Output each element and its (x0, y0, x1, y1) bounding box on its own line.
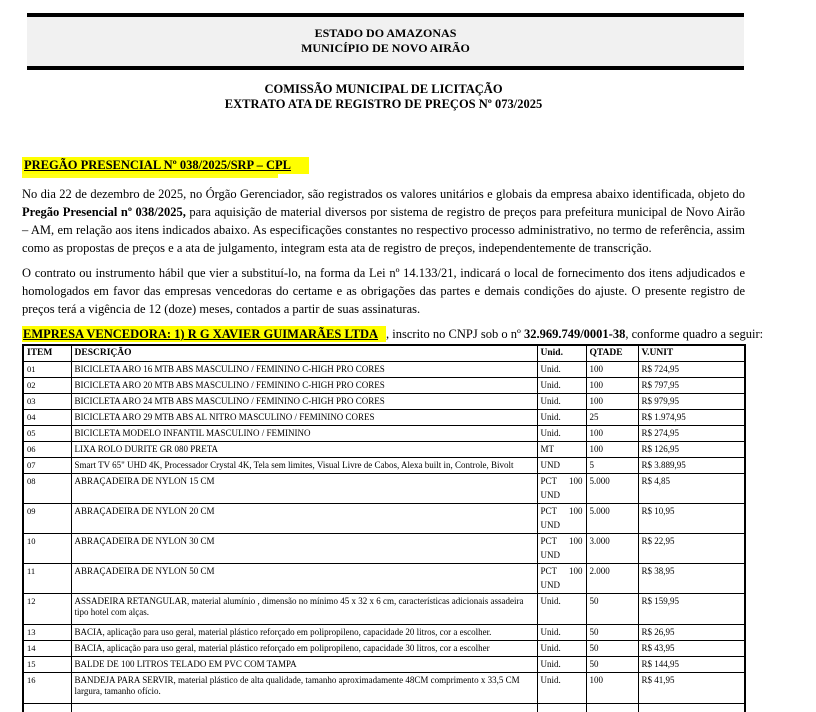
cell-qtade: 5 (586, 458, 638, 474)
cell-descricao: BACIA, aplicação para uso geral, material plástico reforçado em polipropileno, capacidade 30 litros, cor a escolher (71, 641, 537, 657)
cell-descricao: Smart TV 65" UHD 4K, Processador Crystal 4K, Tela sem limites, Visual Livre de Cabos, Alexa built in, Controle, Bivolt (71, 458, 537, 474)
cell-vunit: R$ 144,95 (638, 657, 745, 673)
cell-empty (638, 704, 745, 712)
banner-line-state: ESTADO DO AMAZONAS (314, 26, 457, 40)
cell-descricao: BICICLETA MODELO INFANTIL MASCULINO / FEMININO (71, 426, 537, 442)
table-header-row (23, 345, 745, 362)
state-banner (27, 13, 744, 70)
cell-vunit: R$ 797,95 (638, 378, 745, 394)
cell-item: 04 (23, 410, 71, 426)
cell-item: 06 (23, 442, 71, 458)
table-row (23, 426, 745, 442)
table-row (23, 594, 745, 625)
cell-descricao: LIXA ROLO DURITE GR 080 PRETA (71, 442, 537, 458)
cell-empty (537, 704, 586, 712)
cell-unid: MT (537, 442, 586, 458)
title-commission: COMISSÃO MUNICIPAL DE LICITAÇÃO (264, 82, 503, 96)
cell-item: 16 (23, 673, 71, 704)
highlight-streak (22, 173, 278, 178)
price-registry-table (22, 344, 746, 712)
cell-descricao: BALDE DE 100 LITROS TELADO EM PVC COM TAMPA (71, 657, 537, 673)
cell-item: 15 (23, 657, 71, 673)
col-header-descricao: DESCRIÇÃO (71, 345, 537, 362)
cell-descricao: ABRAÇADEIRA DE NYLON 20 CM (71, 504, 537, 534)
paragraph1-seg1: No dia 22 de dezembro de 2025, no Órgão Gerenciador, são registrados os valores unitários e globais da empresa abaixo identificada, objeto do (22, 187, 745, 201)
cell-item: 01 (23, 362, 71, 378)
banner-line-municipality: MUNICÍPIO DE NOVO AIRÃO (301, 41, 470, 55)
paragraph-registro (22, 185, 745, 257)
table-row (23, 394, 745, 410)
cell-vunit: R$ 1.974,95 (638, 410, 745, 426)
cell-unid: Unid. (537, 657, 586, 673)
cell-descricao: BICICLETA ARO 24 MTB ABS MASCULINO / FEMININO C-HIGH PRO CORES (71, 394, 537, 410)
cell-descricao: ABRAÇADEIRA DE NYLON 15 CM (71, 474, 537, 504)
price-table-body (23, 362, 745, 712)
cell-descricao: BICICLETA ARO 20 MTB ABS MASCULINO / FEMININO C-HIGH PRO CORES (71, 378, 537, 394)
table-row (23, 625, 745, 641)
cell-item: 14 (23, 641, 71, 657)
cell-vunit: R$ 26,95 (638, 625, 745, 641)
cell-qtade: 100 (586, 362, 638, 378)
empresa-seg4: , conforme quadro a seguir: (625, 327, 764, 341)
cell-empty (71, 704, 537, 712)
col-header-item: ITEM (23, 345, 71, 362)
cell-descricao: BICICLETA ARO 16 MTB ABS MASCULINO / FEMININO C-HIGH PRO CORES (71, 362, 537, 378)
cell-qtade: 50 (586, 625, 638, 641)
table-row (23, 474, 745, 504)
table-row-partial (23, 704, 745, 712)
pregao-heading: PREGÃO PRESENCIAL Nº 038/2025/SRP – CPL (22, 157, 309, 174)
cell-vunit: R$ 724,95 (638, 362, 745, 378)
cell-qtade: 5.000 (586, 504, 638, 534)
paragraph1-seg3: para aquisição de material diversos por sistema de registro de preços para prefeitura municipal de Novo Airão – AM, em relação aos itens indicados abaixo. As especificações constantes no respectivo processo administrativo, no termo de referência, assim como as propostas de preços e a ata de julgamento, integram esta ata de registro de preços, independentemente de transcrição. (22, 205, 745, 255)
cell-qtade: 50 (586, 641, 638, 657)
table-row (23, 534, 745, 564)
cell-item: 08 (23, 474, 71, 504)
cell-item: 03 (23, 394, 71, 410)
cell-unid: Unid. (537, 594, 586, 625)
cell-unid: Unid. (537, 378, 586, 394)
cell-item: 09 (23, 504, 71, 534)
cell-unid: UND (537, 458, 586, 474)
table-row (23, 458, 745, 474)
cell-qtade: 100 (586, 378, 638, 394)
table-row (23, 504, 745, 534)
cell-vunit: R$ 4,85 (638, 474, 745, 504)
table-row (23, 564, 745, 594)
table-row (23, 410, 745, 426)
cell-unid: PCT 100 UND (537, 474, 586, 504)
cell-vunit: R$ 3.889,95 (638, 458, 745, 474)
cell-item: 11 (23, 564, 71, 594)
empresa-vencedora-highlight: EMPRESA VENCEDORA: 1) R G XAVIER GUIMARÃES LTDA (22, 326, 386, 342)
cell-vunit: R$ 979,95 (638, 394, 745, 410)
cell-unid: PCT 100 UND (537, 534, 586, 564)
col-header-vunit: V.UNIT (638, 345, 745, 362)
cell-descricao: ABRAÇADEIRA DE NYLON 50 CM (71, 564, 537, 594)
cell-empty (586, 704, 638, 712)
cell-qtade: 2.000 (586, 564, 638, 594)
cell-unid: Unid. (537, 673, 586, 704)
col-header-qtade: QTADE (586, 345, 638, 362)
cell-vunit: R$ 22,95 (638, 534, 745, 564)
cell-item: 07 (23, 458, 71, 474)
table-row (23, 657, 745, 673)
cell-item: 02 (23, 378, 71, 394)
table-row (23, 641, 745, 657)
empresa-seg2: , inscrito no CNPJ sob o nº (386, 327, 524, 341)
cell-item: 12 (23, 594, 71, 625)
cell-descricao: ABRAÇADEIRA DE NYLON 30 CM (71, 534, 537, 564)
cell-descricao: BACIA, aplicação para uso geral, material plástico reforçado em polipropileno, capacidade 20 litros, cor a escolher. (71, 625, 537, 641)
cell-vunit: R$ 43,95 (638, 641, 745, 657)
paragraph1-pregao-bold: Pregão Presencial nº 038/2025, (22, 205, 186, 219)
cell-unid: Unid. (537, 362, 586, 378)
table-row (23, 673, 745, 704)
table-row (23, 378, 745, 394)
empresa-vencedora-line (22, 326, 776, 342)
cell-qtade: 25 (586, 410, 638, 426)
cell-vunit: R$ 38,95 (638, 564, 745, 594)
cell-unid: Unid. (537, 625, 586, 641)
cell-vunit: R$ 10,95 (638, 504, 745, 534)
document-title (22, 82, 745, 112)
cell-qtade: 100 (586, 442, 638, 458)
cell-vunit: R$ 126,95 (638, 442, 745, 458)
cell-qtade: 5.000 (586, 474, 638, 504)
cell-vunit: R$ 159,95 (638, 594, 745, 625)
cell-qtade: 100 (586, 394, 638, 410)
title-extract: EXTRATO ATA DE REGISTRO DE PREÇOS Nº 073/2025 (224, 97, 543, 111)
paragraph-contrato: O contrato ou instrumento hábil que vier a substituí-lo, na forma da Lei nº 14.133/21, indicará o local de fornecimento dos itens adjudicados e homologados em favor das empresas vencedoras do certame e as obrigações das partes e demais condições do ajuste. O presente registro de preços terá a vigência de 12 (doze) meses, contados a partir de suas assinaturas. (22, 266, 745, 316)
cell-qtade: 50 (586, 657, 638, 673)
cell-vunit: R$ 274,95 (638, 426, 745, 442)
col-header-unid: Unid. (537, 345, 586, 362)
empresa-cnpj: 32.969.749/0001-38 (523, 327, 626, 341)
cell-qtade: 100 (586, 673, 638, 704)
pregao-heading-row (22, 156, 816, 175)
cell-vunit: R$ 41,95 (638, 673, 745, 704)
cell-unid: PCT 100 UND (537, 504, 586, 534)
cell-descricao: BICICLETA ARO 29 MTB ABS AL NITRO MASCULINO / FEMININO CORES (71, 410, 537, 426)
cell-unid: PCT 100 UND (537, 564, 586, 594)
cell-descricao: BANDEJA PARA SERVIR, material plástico de alta qualidade, tamanho aproximadamente 48CM comprimento x 33,5 CM largura, tamanho ofício. (71, 673, 537, 704)
cell-qtade: 50 (586, 594, 638, 625)
cell-qtade: 3.000 (586, 534, 638, 564)
table-row (23, 442, 745, 458)
cell-unid: Unid. (537, 394, 586, 410)
cell-item: 10 (23, 534, 71, 564)
cell-unid: Unid. (537, 426, 586, 442)
cell-descricao: ASSADEIRA RETANGULAR, material alumínio , dimensão no mínimo 45 x 32 x 6 cm, características adicionais assadeira tipo hotel com alças. (71, 594, 537, 625)
cell-unid: Unid. (537, 410, 586, 426)
cell-unid: Unid. (537, 641, 586, 657)
cell-qtade: 100 (586, 426, 638, 442)
cell-item: 05 (23, 426, 71, 442)
table-row (23, 362, 745, 378)
cell-empty (23, 704, 71, 712)
cell-item: 13 (23, 625, 71, 641)
